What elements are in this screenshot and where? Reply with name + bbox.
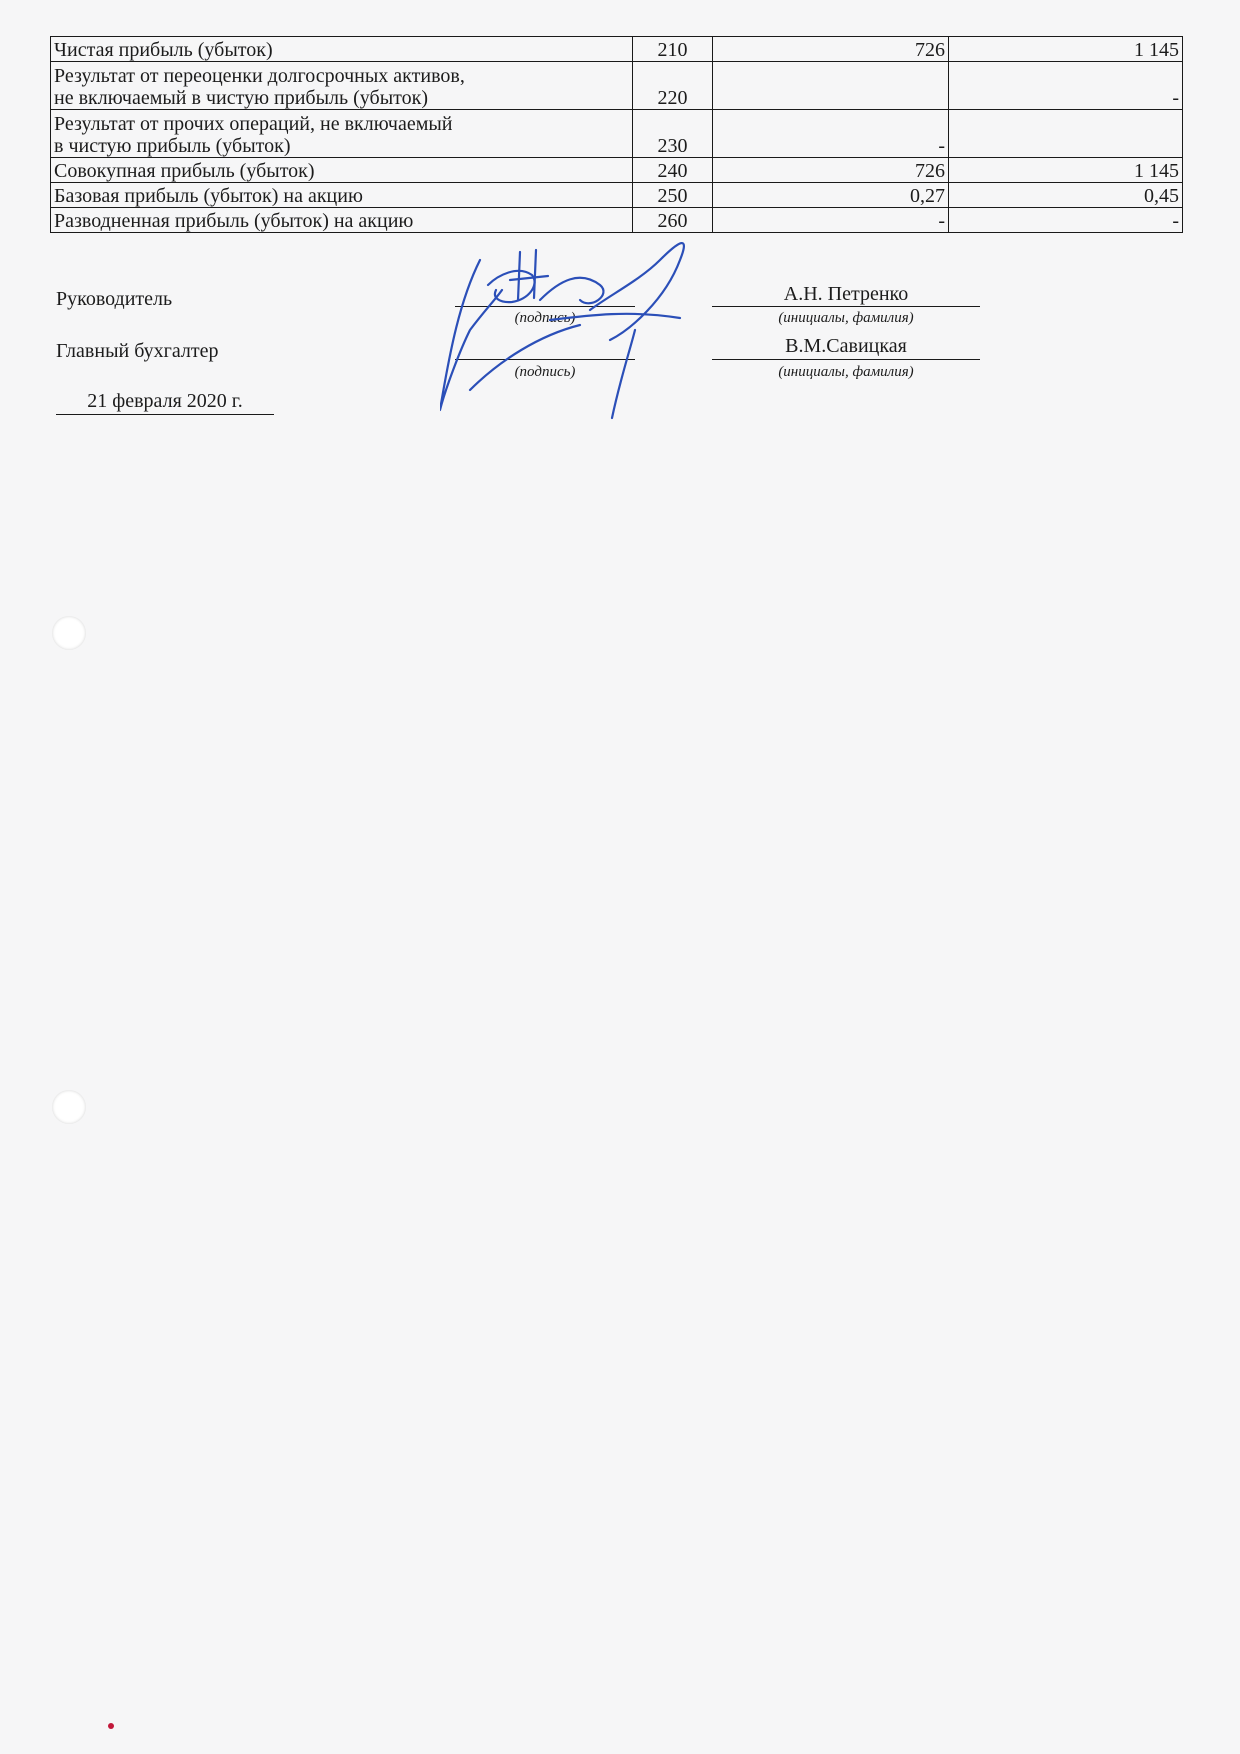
document-date: 21 февраля 2020 г. xyxy=(56,390,274,415)
row-previous-value: 1 145 xyxy=(949,158,1183,183)
accountant-name-line xyxy=(712,359,980,360)
ink-speck xyxy=(108,1723,114,1729)
table-row xyxy=(51,158,1183,183)
head-name: А.Н. Петренко xyxy=(783,283,909,305)
head-name-line xyxy=(712,306,980,307)
row-code: 260 xyxy=(633,208,713,233)
row-current-value xyxy=(713,62,949,110)
row-current-value: 726 xyxy=(713,158,949,183)
row-current-value: - xyxy=(713,110,949,158)
row-previous-value: - xyxy=(949,208,1183,233)
accountant-name-caption: (инициалы, фамилия) xyxy=(778,364,914,380)
row-previous-value: 0,45 xyxy=(949,183,1183,208)
table-row xyxy=(51,183,1183,208)
row-current-value: 726 xyxy=(713,37,949,62)
row-name: Разводненная прибыль (убыток) на акцию xyxy=(51,208,633,233)
row-code: 230 xyxy=(633,110,713,158)
financial-results-table xyxy=(50,36,1183,233)
head-role-label: Руководитель xyxy=(56,288,173,310)
handwritten-signature xyxy=(440,240,720,420)
row-code: 250 xyxy=(633,183,713,208)
punch-hole xyxy=(52,1090,86,1124)
row-code: 220 xyxy=(633,62,713,110)
row-current-value: - xyxy=(713,208,949,233)
row-code: 240 xyxy=(633,158,713,183)
accountant-role-label: Главный бухгалтер xyxy=(56,340,219,362)
row-previous-value: 1 145 xyxy=(949,37,1183,62)
head-signature-caption: (подпись) xyxy=(514,310,576,326)
row-name: Результат от прочих операций, не включаемый в чистую прибыль (убыток) xyxy=(51,110,633,158)
row-previous-value xyxy=(949,110,1183,158)
table-row xyxy=(51,208,1183,233)
table-row xyxy=(51,110,1183,158)
row-name: Чистая прибыль (убыток) xyxy=(51,37,633,62)
row-current-value: 0,27 xyxy=(713,183,949,208)
accountant-name: В.М.Савицкая xyxy=(785,335,907,357)
head-name-caption: (инициалы, фамилия) xyxy=(778,310,914,326)
row-name: Базовая прибыль (убыток) на акцию xyxy=(51,183,633,208)
punch-hole xyxy=(52,616,86,650)
row-name: Результат от переоценки долгосрочных активов, не включаемый в чистую прибыль (убыток) xyxy=(51,62,633,110)
accountant-signature-caption: (подпись) xyxy=(514,364,576,380)
row-previous-value: - xyxy=(949,62,1183,110)
table-row xyxy=(51,37,1183,62)
row-code: 210 xyxy=(633,37,713,62)
row-name: Совокупная прибыль (убыток) xyxy=(51,158,633,183)
table-row xyxy=(51,62,1183,110)
